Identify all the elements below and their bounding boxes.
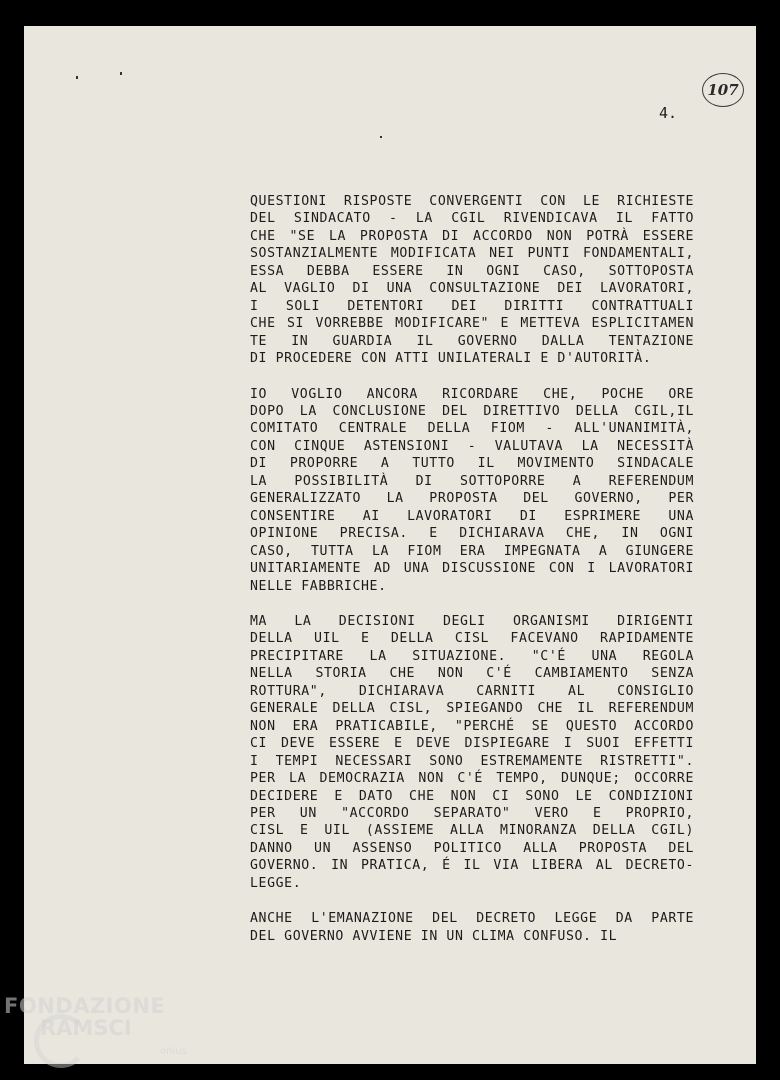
text-line: DI PROCEDERE CON ATTI UNILATERALI E D'AUTORITÀ. [250,351,652,367]
text-line: LEGGE. [250,875,302,891]
paragraph-4 [250,910,694,945]
text-line: DEL GOVERNO AVVIENE IN UN CLIMA CONFUSO. IL [250,928,618,944]
text-line: CON CINQUE ASTENSIONI - VALUTAVA LA NECESSITÀ [250,438,694,454]
text-line: NELLA STORIA CHE NON C'É CAMBIAMENTO SENZA [250,666,694,682]
text-line: I TEMPI NECESSARI SONO ESTREMAMENTE RISTRETTI". [250,753,694,769]
folio-stamp: 107 [702,73,744,107]
text-line: MA LA DECISIONI DEGLI ORGANISMI DIRIGENTI [250,613,694,629]
document-page [24,26,756,1064]
text-line: DELLA UIL E DELLA CISL FACEVANO RAPIDAMENTE [250,631,694,647]
text-line: DECIDERE E DATO CHE NON CI SONO LE CONDIZIONI [250,788,694,804]
typed-text-body [250,193,694,963]
text-line: I SOLI DETENTORI DEI DIRITTI CONTRATTUALI [250,298,694,314]
text-line: UNITARIAMENTE AD UNA DISCUSSIONE CON I LAVORATORI [250,561,694,577]
text-line: GOVERNO. IN PRATICA, É IL VIA LIBERA AL DECRETO- [250,858,694,874]
text-line: LA POSSIBILITÀ DI SOTTOPORRE A REFERENDUM [250,473,694,489]
text-line: CHE SI VORREBBE MODIFICARE" E METTEVA ESPLICITAMEN [250,316,694,332]
text-line: ANCHE L'EMANAZIONE DEL DECRETO LEGGE DA PARTE [250,911,694,927]
watermark-line2: RAMSCI [40,1016,132,1040]
text-line: CISL E UIL (ASSIEME ALLA MINORANZA DELLA CGIL) [250,823,694,839]
text-line: CHE "SE LA PROPOSTA DI ACCORDO NON POTRÀ ESSERE [250,228,694,244]
watermark-line3: onlus [160,1046,187,1057]
page-number: 4. [659,104,678,122]
watermark-line1: FONDAZIONE [4,994,166,1018]
text-line: COMITATO CENTRALE DELLA FIOM - ALL'UNANIMITÀ, [250,421,694,437]
text-line: GENERALIZZATO LA PROPOSTA DEL GOVERNO, PER [250,491,694,507]
text-line: IO VOGLIO ANCORA RICORDARE CHE, POCHE ORE [250,386,694,402]
text-line: QUESTIONI RISPOSTE CONVERGENTI CON LE RICHIESTE [250,194,694,209]
text-line: OPINIONE PRECISA. E DICHIARAVA CHE, IN OGNI [250,526,694,542]
text-line: ESSA DEBBA ESSERE IN OGNI CASO, SOTTOPOSTA [250,263,694,279]
text-line: GENERALE DELLA CISL, SPIEGANDO CHE IL REFERENDUM [250,701,694,717]
text-line: CASO, TUTTA LA FIOM ERA IMPEGNATA A GIUNGERE [250,543,694,559]
text-line: PER UN "ACCORDO SEPARATO" VERO E PROPRIO, [250,805,694,821]
paragraph-1 [250,193,694,368]
text-line: DANNO UN ASSENSO POLITICO ALLA PROPOSTA DEL [250,840,694,856]
text-line: DOPO LA CONCLUSIONE DEL DIRETTIVO DELLA CGIL,IL [250,403,694,419]
text-line: ROTTURA", DICHIARAVA CARNITI AL CONSIGLIO [250,683,694,699]
text-line: NELLE FABBRICHE. [250,578,387,594]
text-line: AL VAGLIO DI UNA CONSULTAZIONE DEI LAVORATORI, [250,281,694,297]
paragraph-3 [250,613,694,892]
text-line: SOSTANZIALMENTE MODIFICATA NEI PUNTI FONDAMENTALI, [250,246,694,262]
text-line: PER LA DEMOCRAZIA NON C'É TEMPO, DUNQUE; OCCORRE [250,771,694,787]
fondazione-gramsci-watermark [4,994,204,1074]
text-line: CONSENTIRE AI LAVORATORI DI ESPRIMERE UNA [250,508,694,524]
text-line: NON ERA PRATICABILE, "PERCHÉ SE QUESTO ACCORDO [250,718,694,734]
text-line: DI PROPORRE A TUTTO IL MOVIMENTO SINDACALE [250,456,694,472]
text-line: DEL SINDACATO - LA CGIL RIVENDICAVA IL FATTO [250,211,694,227]
text-line: TE IN GUARDIA IL GOVERNO DALLA TENTAZIONE [250,333,694,349]
text-line: CI DEVE ESSERE E DEVE DISPIEGARE I SUOI EFFETTI [250,736,694,752]
text-line: PRECIPITARE LA SITUAZIONE. "C'É UNA REGOLA [250,648,694,664]
paragraph-2 [250,386,694,595]
